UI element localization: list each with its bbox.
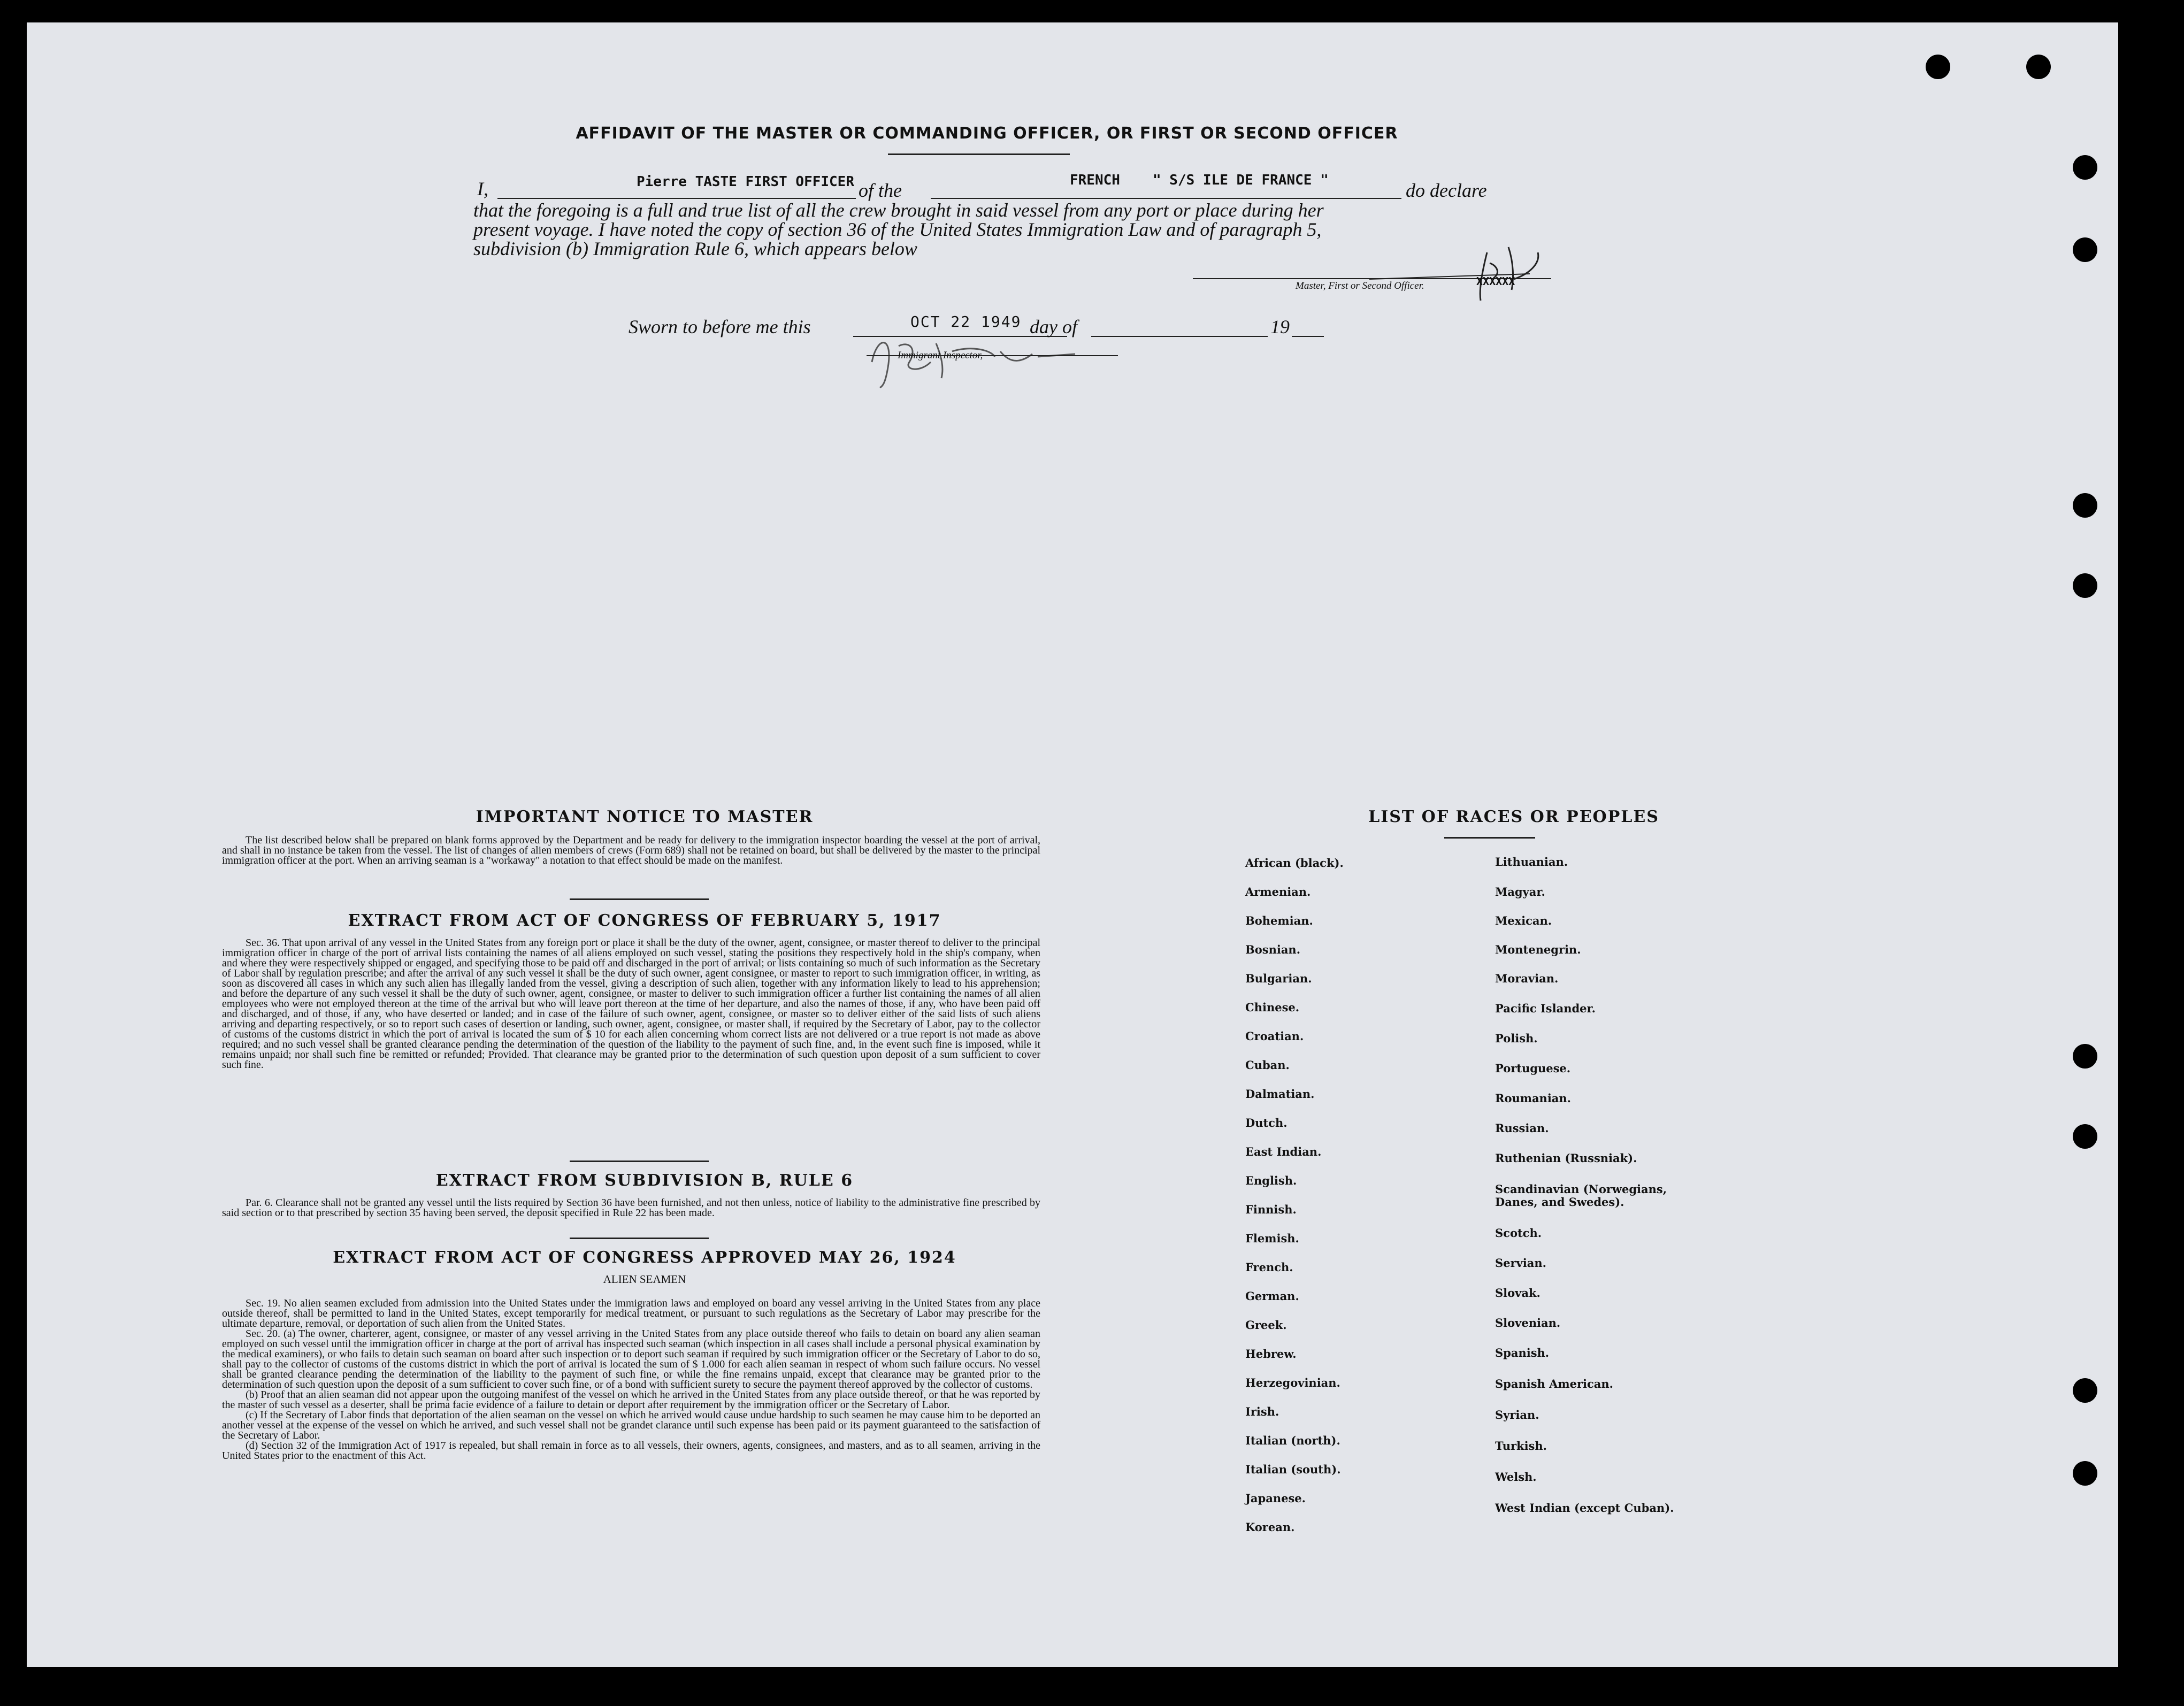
race-item: Polish. xyxy=(1495,1032,1538,1045)
race-item: Croatian. xyxy=(1245,1029,1304,1043)
race-item: French. xyxy=(1245,1261,1293,1274)
race-item: Syrian. xyxy=(1495,1408,1539,1421)
race-item: English. xyxy=(1245,1174,1297,1187)
race-item: Italian (north). xyxy=(1245,1434,1340,1447)
punch-hole xyxy=(2073,155,2097,180)
race-item: Armenian. xyxy=(1245,885,1311,898)
race-item: Mexican. xyxy=(1495,914,1552,927)
extract-1924-paragraph: Sec. 19. No alien seamen excluded from admission into the United States under the immigration laws and employed on board any vessel arriving in the United States from any place outside thereof, shall be permitted to land in the United States, except temporarily for medical treatment, or pursuant to such regulations as the Secretary of Labor may prescribe for the ultimate departure, removal, or deportation of such alien from the United States. xyxy=(222,1297,1040,1330)
race-item: Lithuanian. xyxy=(1495,855,1568,869)
of-the-label: of the xyxy=(859,180,902,201)
do-declare-label: do declare xyxy=(1406,180,1487,201)
year-line xyxy=(1292,336,1324,337)
punch-hole xyxy=(2073,1378,2097,1403)
sworn-date-stamp: OCT 22 1949 xyxy=(910,313,1022,331)
affidavit-i-label: I, xyxy=(477,178,488,199)
race-item: Slovenian. xyxy=(1495,1316,1561,1330)
officer-struck-text: XXXXXX xyxy=(1476,275,1515,288)
officer-signature xyxy=(1353,242,1578,311)
race-item: Ruthenian (Russniak). xyxy=(1495,1151,1637,1165)
race-item: Bosnian. xyxy=(1245,943,1301,956)
races-underline xyxy=(1444,837,1535,839)
extract-1924-paragraph: (b) Proof that an alien seaman did not appear upon the outgoing manifest of the vessel on which he arrived in the United States from any place outside thereof, or that he was reported by the master of such vessel as a deserter, shall be prima facie evidence of a failure to detain or deport after requirement by the immigration officer or the Secretary of Labor. xyxy=(222,1389,1040,1411)
race-item: Flemish. xyxy=(1245,1232,1299,1245)
nationality: FRENCH xyxy=(1070,172,1120,188)
races-title: LIST OF RACES OR PEOPLES xyxy=(1368,808,1659,826)
race-item: Hebrew. xyxy=(1245,1347,1297,1361)
race-item: Dutch. xyxy=(1245,1116,1288,1129)
race-item: East Indian. xyxy=(1245,1145,1322,1158)
race-item: Pacific Islander. xyxy=(1495,1002,1596,1015)
extract-1924-paragraph: (d) Section 32 of the Immigration Act of 1917 is repealed, but shall remain in force as to all vessels, their owners, agents, consignees, and masters, and as to all seamen, arriving in the United States prior to the enactment of this Act. xyxy=(222,1440,1040,1462)
race-item: Korean. xyxy=(1245,1520,1295,1534)
race-item: African (black). xyxy=(1245,856,1344,870)
race-item: Turkish. xyxy=(1495,1439,1547,1453)
divider xyxy=(570,1161,709,1162)
vessel-name: " S/S ILE DE FRANCE " xyxy=(1153,172,1329,188)
title-underline xyxy=(888,153,1070,155)
extract-1917-title: EXTRACT FROM ACT OF CONGRESS OF FEBRUARY 5, 1917 xyxy=(348,911,941,930)
race-item: German. xyxy=(1245,1289,1299,1303)
race-item: Herzegovinian. xyxy=(1245,1376,1340,1389)
punch-hole xyxy=(2073,1124,2097,1149)
extract-1917-text: Sec. 36. That upon arrival of any vessel in the United States from any foreign port or place it shall be the duty of the owner, agent, consignee, or master thereof to deliver to the principal immigration officer in charge of the port of arrival lists containing the names of all aliens employed on such vessel, stating the positions they respectively hold in the ship's company, when and where they were respectively shipped or engaged, and specifying those to be paid off and discharged in the port of arrival; or lists containing so much of such information as the Secretary of Labor shall by regulation prescribe; and after the arrival of any such vessel it shall be the duty of such owner, agent consignee, or master to report to such immigration officer, in writing, as soon as discovered all cases in which any such alien has illegally landed from the vessel, giving a description of such alien, together with any information likely to lead to his apprehension; and before the departure of any such vessel it shall be the duty of such owner, agent, consignee, or master to deliver to such immigration officer a further list containing the names of all alien employees who were not employed thereon at the time of the arrival but who will leave port thereon at the time of her departure, and also the names of those, if any, who have been paid off and discharged, and of those, if any, who have deserted or landed; and in case of the failure of such owner, agent, consignee, or master so to deliver either of the said lists of such aliens arriving and departing respectively, or so to report such cases of desertion or landing, such owner, agent, consignee, or master shall, if required by the Secretary of Labor, pay to the collector of customs of the customs district in which the port of arrival is located the sum of $ 10 for each alien concerning whom correct lists are not delivered or a true report is not made as above required; and no such vessel shall be granted clearance pending the determination of the question of the liability to the payment of such fine, and, in the event such fine is imposed, while it remains unpaid; nor shall such fine be remitted or refunded; Provided. That clearance may be granted prior to the determination of such question upon deposit of a sum sufficient to cover such fine. xyxy=(222,937,1040,1071)
race-item: Slovak. xyxy=(1495,1286,1541,1300)
race-item: Portuguese. xyxy=(1495,1062,1571,1075)
race-item: Bulgarian. xyxy=(1245,972,1312,985)
punch-hole xyxy=(2073,1044,2097,1069)
race-item: Roumanian. xyxy=(1495,1092,1571,1105)
punch-hole xyxy=(1926,55,1950,79)
affidavit-body-line: subdivision (b) Immigration Rule 6, which appears below xyxy=(473,238,917,259)
punch-hole xyxy=(2026,55,2051,79)
extract-1924-paragraph: (c) If the Secretary of Labor finds that deportation of the alien seaman on the vessel on which he arrived would cause undue hardship to such seamen he may cause him to be deported an another vessel at the expense of the vessel on which he arrived, and such vessel shall not be grandet clarance until such expense has been paid or its payment guaranteed to the satisfaction of the Secretary of Labor. xyxy=(222,1409,1040,1441)
race-item: Russian. xyxy=(1495,1121,1549,1135)
punch-hole xyxy=(2073,493,2097,518)
year-prefix: 19 xyxy=(1270,316,1290,337)
punch-hole xyxy=(2073,573,2097,598)
officer-caption: Master, First or Second Officer. xyxy=(1296,280,1424,291)
race-item: Montenegrin. xyxy=(1495,943,1581,956)
affidavit-body-line: present voyage. I have noted the copy of section 36 of the United States Immigration Law and of paragraph 5, xyxy=(473,219,1322,240)
rule6-text: Par. 6. Clearance shall not be granted any vessel until the lists required by Section 36 have been furnished, and not then unless, notice of liability to the administrative fine prescribed by said section or to that prescribed by section 35 having been served, the deposit specified in Rule 22 has been made. xyxy=(222,1197,1040,1219)
race-item: Finnish. xyxy=(1245,1203,1297,1216)
notice-title: IMPORTANT NOTICE TO MASTER xyxy=(476,808,814,826)
divider xyxy=(570,1238,709,1239)
race-item: Greek. xyxy=(1245,1318,1287,1332)
race-item: West Indian (except Cuban). xyxy=(1495,1501,1674,1515)
race-item: Italian (south). xyxy=(1245,1463,1341,1476)
affidavit-body-line: that the foregoing is a full and true list of all the crew brought in said vessel from any port or place during her xyxy=(473,199,1324,221)
race-item: Cuban. xyxy=(1245,1058,1290,1072)
notice-text: The list described below shall be prepared on blank forms approved by the Department and be ready for delivery to the immigration inspector boarding the vessel at the port of arrival, and shall in no instance be taken from the vessel. The list of changes of alien members of crews (Form 689) shall not be retained on board, but shall be delivered by the master to the principal immigration officer at the port. When an arriving seaman is a "workaway" a notation to that effect should be made on the manifest. xyxy=(222,834,1040,866)
extract-1924-paragraph: Sec. 20. (a) The owner, charterer, agent, consignee, or master of any vessel arriving in the United States from any place outside thereof who fails to detain on board any alien seaman employed on such vessel until the immigration officer in charge at the port of arrival has inspected such seaman (which inspection in all cases shall include a personal physical examination by the medical examiners), or who fails to detain such seaman on board after such inspection or to deport such seaman if required by such immigration officer or the Secretary of Labor to do so, shall pay to the collector of customs of the customs district in which the port of arrival is located the sum of $ 1.000 for each alien seaman in respect of whom such failure occurs. No vessel shall be granted clearance pending the determination of the liability to the payment of such fine, or while the fine remains unpaid, except that clearance may be granted prior to the determination of such question upon the deposit of a sum sufficient to cover such fine, or of a bond with sufficient surety to secure the payment thereof approved by the collector of customs. xyxy=(222,1328,1040,1390)
punch-hole xyxy=(2073,237,2097,262)
race-item: Spanish American. xyxy=(1495,1377,1613,1390)
punch-hole xyxy=(2073,1461,2097,1486)
race-item: Spanish. xyxy=(1495,1346,1550,1359)
divider xyxy=(570,898,709,900)
race-item: Dalmatian. xyxy=(1245,1087,1315,1101)
race-item: Chinese. xyxy=(1245,1001,1300,1014)
sworn-label: Sworn to before me this xyxy=(629,316,811,337)
day-of-label: day of xyxy=(1030,316,1077,337)
affidavit-title: AFFIDAVIT OF THE MASTER OR COMMANDING OFFICER, OR FIRST OR SECOND OFFICER xyxy=(576,124,1398,143)
rule6-title: EXTRACT FROM SUBDIVISION B, RULE 6 xyxy=(435,1171,854,1190)
race-item: Scotch. xyxy=(1495,1226,1542,1240)
extract-1924-text xyxy=(222,1298,1040,1461)
race-item: Welsh. xyxy=(1495,1470,1537,1484)
race-item: Servian. xyxy=(1495,1256,1546,1270)
officer-name: Pierre TASTE FIRST OFFICER xyxy=(637,174,854,190)
document-page xyxy=(27,22,2118,1667)
race-item: Bohemian. xyxy=(1245,914,1313,927)
race-item: Moravian. xyxy=(1495,972,1559,985)
inspector-caption: Immigrant Inspector, xyxy=(898,350,983,361)
race-item: Scandinavian (Norwegians, Danes, and Swedes). xyxy=(1495,1182,1667,1209)
race-item: Magyar. xyxy=(1495,885,1545,898)
alien-seamen-subtitle: ALIEN SEAMEN xyxy=(603,1273,686,1286)
extract-1924-title: EXTRACT FROM ACT OF CONGRESS APPROVED MAY 26, 1924 xyxy=(333,1248,956,1267)
race-item: Irish. xyxy=(1245,1405,1279,1418)
race-item: Japanese. xyxy=(1245,1492,1306,1505)
